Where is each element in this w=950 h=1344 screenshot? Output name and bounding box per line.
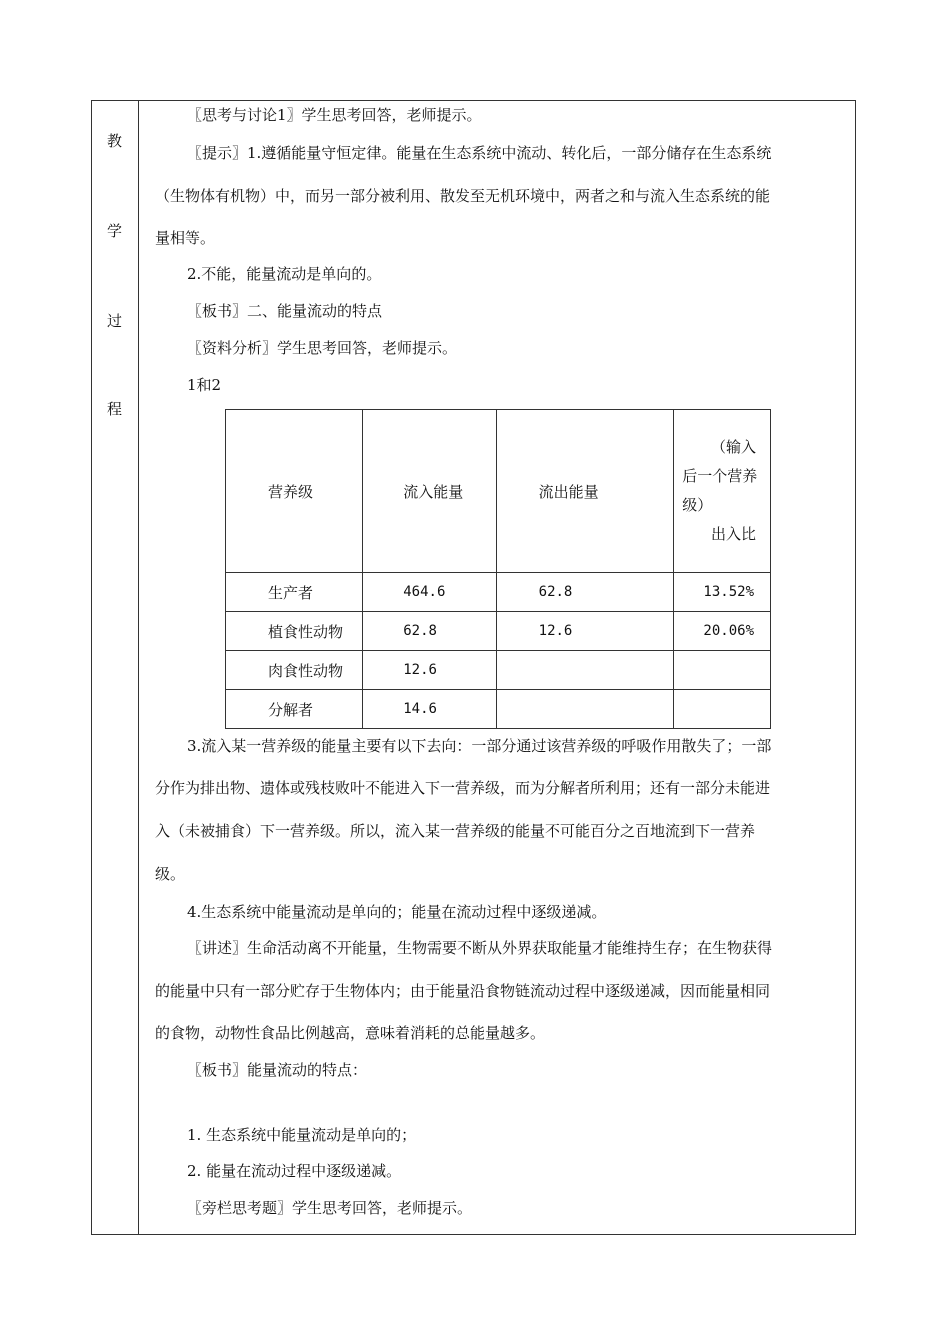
cell-inflow: 12.6 — [363, 651, 496, 690]
paragraph: 〖讲述〗生命活动离不开能量，生物需要不断从外界获取能量才能维持生存；在生物获得 — [187, 939, 773, 957]
paragraph: 〖资料分析〗学生思考回答，老师提示。 — [187, 339, 458, 357]
paragraph: 入（未被捕食）下一营养级。所以，流入某一营养级的能量不可能百分之百地流到下一营养 — [155, 822, 756, 840]
table-row — [226, 651, 771, 690]
paragraph: 〖提示〗1.遵循能量守恒定律。能量在生态系统中流动、转化后，一部分储存在生态系统 — [187, 144, 772, 162]
cell-level: 分解者 — [226, 690, 363, 729]
paragraph: 量相等。 — [155, 229, 216, 247]
cell-outflow — [496, 651, 674, 690]
cell-ratio: 20.06% — [674, 612, 771, 651]
cell-inflow: 14.6 — [363, 690, 496, 729]
cell-inflow: 62.8 — [363, 612, 496, 651]
paragraph: 〖板书〗能量流动的特点： — [187, 1061, 368, 1079]
energy-flow-table — [225, 409, 771, 729]
header-ratio-line: 级） — [682, 496, 713, 514]
header-level: 营养级 — [226, 410, 363, 573]
paragraph: 的能量中只有一部分贮存于生物体内；由于能量沿食物链流动过程中逐级递减，因而能量相同 — [155, 982, 771, 1000]
list-item: 2. 能量在流动过程中逐级递减。 — [187, 1162, 402, 1180]
paragraph: 〖思考与讨论1〗学生思考回答，老师提示。 — [187, 106, 482, 124]
table-header-row — [226, 410, 771, 573]
cell-level: 肉食性动物 — [226, 651, 363, 690]
paragraph: 4.生态系统中能量流动是单向的；能量在流动过程中逐级递减。 — [187, 903, 607, 921]
cell-inflow: 464.6 — [363, 573, 496, 612]
table-row — [226, 573, 771, 612]
header-inflow: 流入能量 — [363, 410, 496, 573]
paragraph: （生物体有机物）中，而另一部分被利用、散发至无机环境中，两者之和与流入生态系统的能 — [155, 187, 771, 205]
paragraph: 2.不能，能量流动是单向的。 — [187, 265, 382, 283]
column-divider — [138, 100, 139, 1235]
cell-outflow — [496, 690, 674, 729]
side-label-char: 教 — [106, 132, 122, 150]
side-label-char: 学 — [106, 222, 122, 240]
header-ratio-line: 后一个营养 — [682, 467, 758, 485]
side-label-char: 过 — [106, 312, 122, 330]
paragraph: 3.流入某一营养级的能量主要有以下去向：一部分通过该营养级的呼吸作用散失了；一部 — [187, 737, 772, 755]
table-row — [226, 612, 771, 651]
side-label-char: 程 — [106, 400, 122, 418]
table-row — [226, 690, 771, 729]
cell-ratio: 13.52% — [674, 573, 771, 612]
cell-level: 生产者 — [226, 573, 363, 612]
header-ratio-line: 出入比 — [710, 525, 756, 543]
paragraph: 〖旁栏思考题〗学生思考回答，老师提示。 — [187, 1199, 473, 1217]
cell-ratio — [674, 651, 771, 690]
cell-outflow: 62.8 — [496, 573, 674, 612]
cell-outflow: 12.6 — [496, 612, 674, 651]
cell-ratio — [674, 690, 771, 729]
paragraph: 1和2 — [187, 376, 222, 394]
cell-level: 植食性动物 — [226, 612, 363, 651]
header-outflow: 流出能量 — [496, 410, 674, 573]
paragraph: 分作为排出物、遗体或残枝败叶不能进入下一营养级，而为分解者所利用；还有一部分未能进 — [155, 779, 771, 797]
paragraph: 的食物，动物性食品比例越高，意味着消耗的总能量越多。 — [155, 1024, 546, 1042]
header-ratio — [674, 410, 771, 573]
header-ratio-line: （输入 — [710, 438, 756, 456]
paragraph: 级。 — [155, 865, 186, 883]
list-item: 1. 生态系统中能量流动是单向的； — [187, 1126, 417, 1144]
paragraph: 〖板书〗二、能量流动的特点 — [187, 302, 383, 320]
